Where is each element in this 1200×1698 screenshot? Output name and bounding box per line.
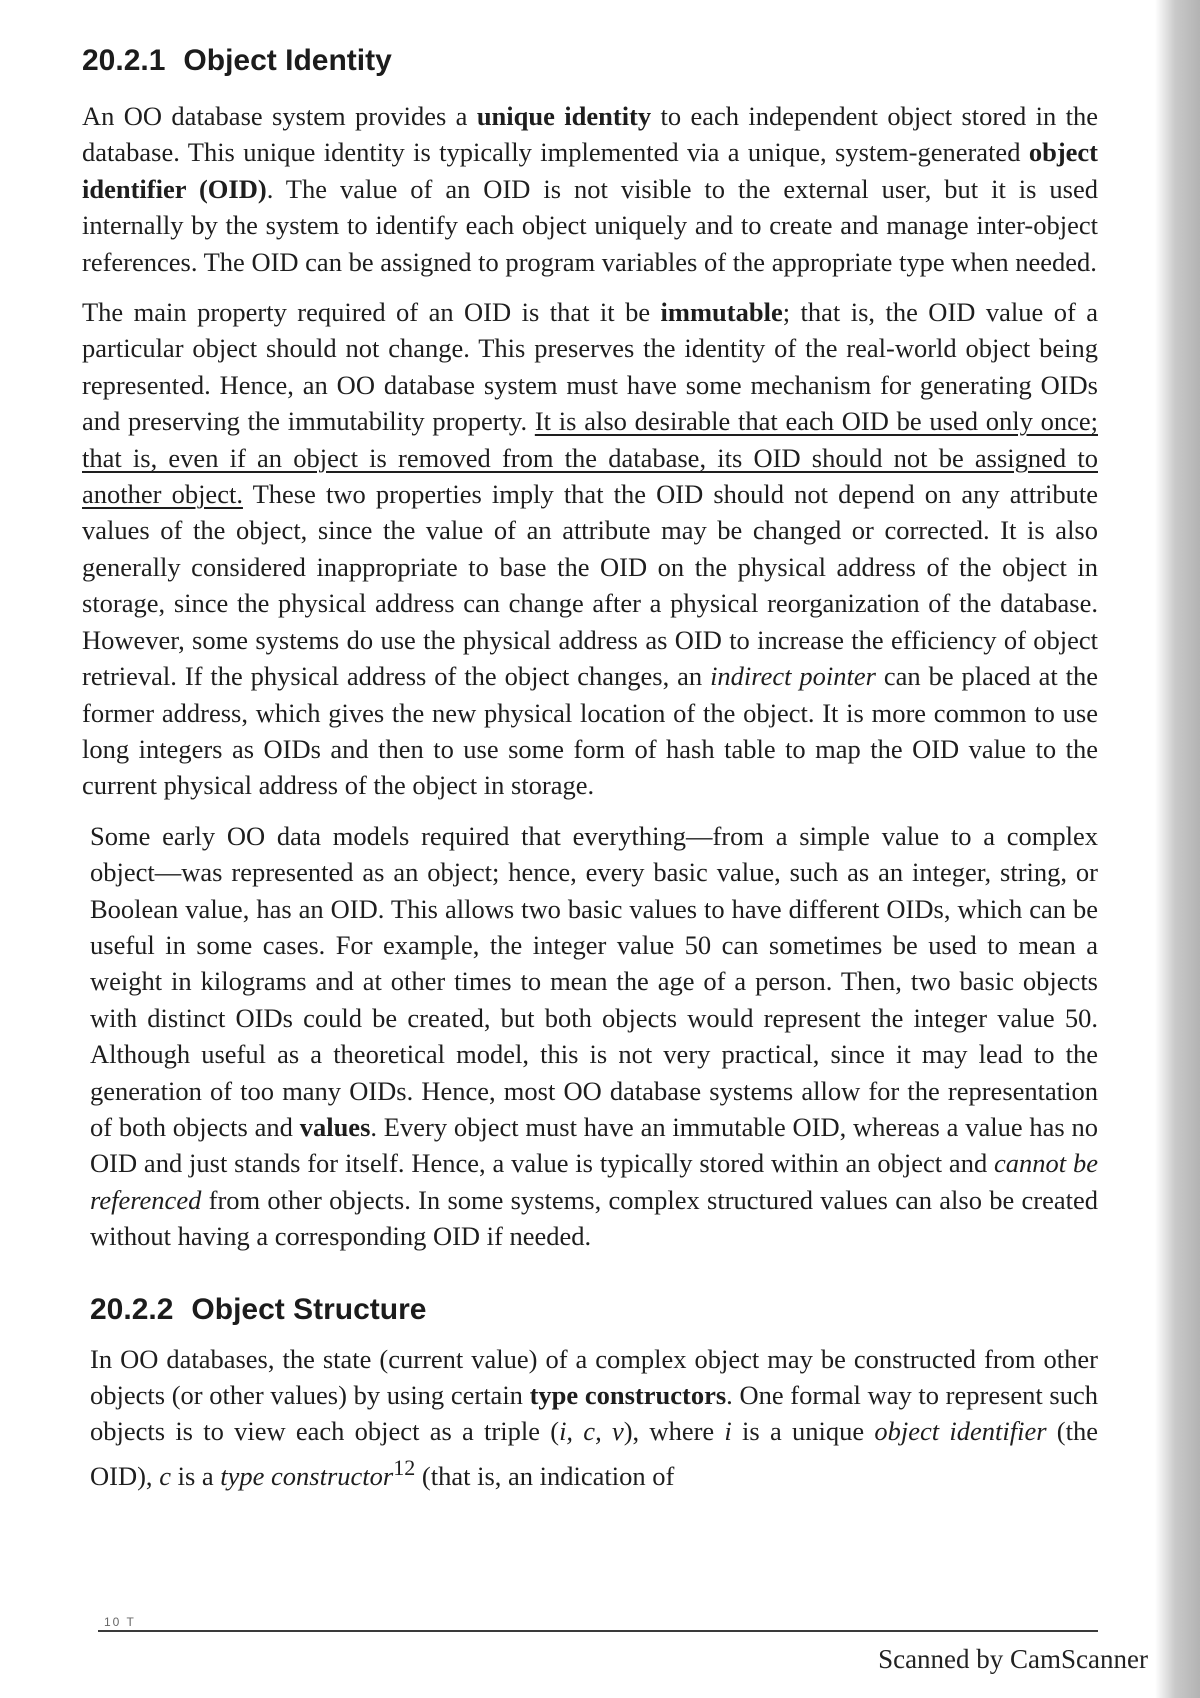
scanner-watermark: Scanned by CamScanner [878,1644,1148,1674]
text-run: In OO databases, the state (current value) of a complex object may be constructed from other objects (or other values) by using certain [90,1343,1098,1410]
section-number: 20.2.1 [82,44,166,77]
text-run: An OO database system provides a [82,101,477,131]
italic-term: i [724,1416,732,1447]
bold-term: object identifier (OID) [82,137,1098,204]
section-heading-object-identity [82,44,1098,78]
footnote-divider [98,1630,1098,1632]
italic-term: object identifier [874,1416,1047,1447]
text-run: to each independent object stored in the database. This unique identity is typically implemented via a unique, system-generated [82,101,1098,168]
text-run: . Every object must have an immutable OID, whereas a value has no OID and just stands for itself. Hence, a value is typically stored within an object and [90,1111,1098,1179]
bold-term: immutable [660,297,783,328]
section-heading-object-structure [90,1293,1098,1327]
paragraph [82,294,1098,804]
italic-term: c [159,1460,171,1491]
page-edge-shadow [1155,0,1200,1698]
bold-term: unique identity [476,101,652,131]
italic-term: indirect pointer [710,661,876,692]
text-run: . One formal way to represent such objects is to view each object as a triple ( [90,1380,1099,1447]
text-run: from other objects. In some systems, complex structured values can also be created without having a corresponding OID if needed. [90,1184,1098,1252]
footnote-ref: 12 [393,1454,416,1480]
italic-term: type constructor [220,1460,394,1491]
text-run: ), where [623,1416,725,1447]
text-run: (that is, an indication of [415,1460,675,1491]
underlined-text: It is also desirable that each OID be used only once; that is, even if an object is removed from the database, its OID should not be assigned to another object. [82,406,1098,510]
text-run: ; that is, the OID value of a particular object should not change. This preserves the identity of the real-world object being represented. Hence, an OO database system must have some mechanism for generating OIDs and preserving the immutability property. [82,297,1098,437]
text-run: is a unique [731,1416,875,1447]
section-title: Object Structure [191,1292,427,1326]
text-run: (the OID), [90,1416,1099,1491]
section-number: 20.2.2 [90,1292,174,1326]
text-run: These two properties imply that the OID should not depend on any attribute values of the object, since the value of an attribute may be changed or corrected. It is also generally considered inappropriate to base the OID on the physical address of the object in storage, since the physical address can change after a physical reorganization of the database. However, some systems do use the physical address as OID to increase the efficiency of object retrieval. If the physical address of the object changes, an [82,479,1098,692]
page-content [82,40,1098,1494]
text-run: . The value of an OID is not visible to the external user, but it is used internally by the system to identify each object uniquely and to create and manage inter-object references. The OID can be assigned to program variables of the appropriate type when needed. [82,173,1099,277]
text-run: is a [170,1460,221,1491]
section-title: Object Identity [183,44,392,77]
text-run: Some early OO data models required that everything—from a simple value to a complex object—was represented as an object; hence, every basic value, such as an integer, string, or Boolean value, has an OID. This allows two basic values to have different OIDs, which can be useful in some cases. For example, the integer value 50 can sometimes be used to mean a weight in kilograms and at other times to mean the age of a person. Then, two basic objects with distinct OIDs could be created, but both objects would represent the integer value 50. Although useful as a theoretical model, this is not very practical, since it may lead to the generation of too many OIDs. Hence, most OO database systems allow for the representation of both objects and [90,820,1098,1142]
bold-term: type constructors [529,1380,727,1410]
text-run: can be placed at the former address, which gives the new physical location of the object. It is more common to use long integers as OIDs and then to use some form of hash table to map the OID value to the current physical address of the object in storage. [82,661,1098,801]
footnote-stub: 10 T [104,1615,136,1629]
italic-term: i, c, v [559,1416,624,1447]
paragraph [90,1341,1098,1494]
paragraph [90,818,1098,1255]
paragraph [82,98,1098,280]
bold-term: values [299,1111,371,1142]
italic-term: cannot be referenced [90,1148,1098,1215]
text-run: The main property required of an OID is that it be [82,297,661,328]
